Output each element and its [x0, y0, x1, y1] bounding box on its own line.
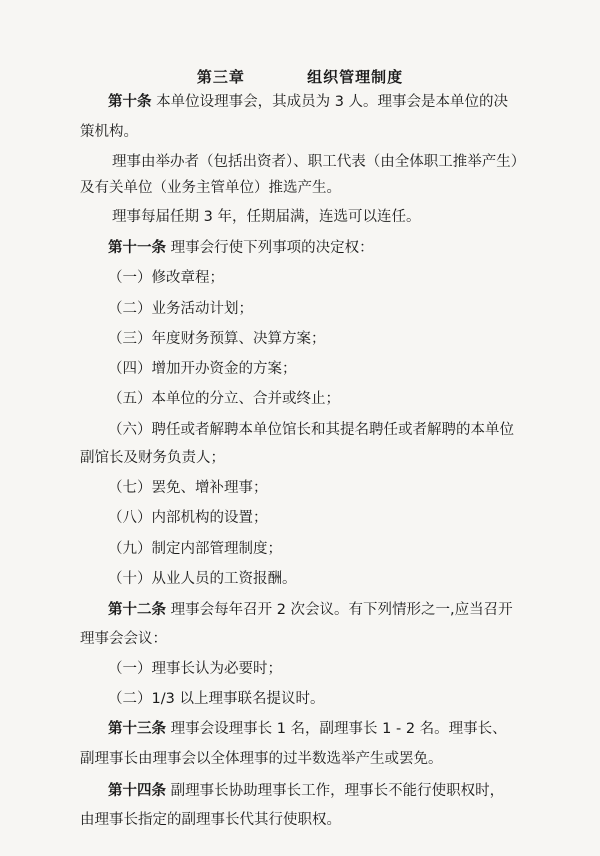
chapter-title: 组织管理制度	[307, 68, 404, 86]
article-label: 第十三条	[108, 721, 166, 737]
article-label: 第十四条	[108, 783, 166, 799]
article-label: 第十一条	[108, 240, 166, 256]
article-10-line-2: 策机构。	[80, 124, 138, 140]
article-10-para-2-line-1: 理事由举办者（包括出资者）、职工代表（由全体职工推举产生）	[112, 154, 526, 170]
chapter-heading	[0, 66, 600, 87]
article-11-item-2: （二）业务活动计划；	[108, 301, 253, 317]
article-11-item-10: （十）从业人员的工资报酬。	[108, 571, 297, 587]
article-11-item-8: （八）内部机构的设置；	[108, 510, 268, 526]
article-11-item-5: （五）本单位的分立、合并或终止；	[108, 391, 340, 407]
line-text: 理事会行使下列事项的决定权：	[166, 240, 374, 256]
article-12-item-2: （二）1/3 以上理事联名提议时。	[108, 691, 325, 707]
article-11-item-4: （四）增加开办资金的方案；	[108, 361, 297, 377]
article-14-line-1	[108, 781, 504, 801]
article-10-para-2-line-2: 及有关单位（业务主管单位）推选产生。	[80, 180, 341, 196]
line-text: 理事会每年召开 2 次会议。有下列情形之一,应当召开	[166, 602, 513, 618]
article-11-item-6-line-2: 副馆长及财务负责人；	[80, 450, 225, 466]
article-12-item-1: （一）理事长认为必要时；	[108, 661, 282, 677]
article-10-line-1	[108, 92, 508, 112]
article-13-line-1	[108, 719, 507, 739]
article-14-line-2: 由理事长指定的副理事长代其行使职权。	[80, 812, 341, 828]
article-11-item-7: （七）罢免、增补理事；	[108, 480, 268, 496]
article-label: 第十二条	[108, 602, 166, 618]
article-label: 第十条	[108, 94, 152, 110]
article-11-line-1	[108, 238, 374, 258]
article-12-line-1	[108, 600, 513, 620]
article-10-para-3: 理事每届任期 3 年，任期届满，连选可以连任。	[112, 209, 421, 225]
article-11-item-6-line-1: （六）聘任或者解聘本单位馆长和其提名聘任或者解聘的本单位	[108, 422, 514, 438]
line-text: 副理事长协助理事长工作，理事长不能行使职权时，	[166, 783, 505, 799]
chapter-number: 第三章	[196, 68, 245, 86]
article-11-item-1: （一）修改章程；	[108, 270, 224, 286]
article-11-item-9: （九）制定内部管理制度；	[108, 541, 282, 557]
article-11-item-3: （三）年度财务预算、决算方案；	[108, 331, 326, 347]
article-13-line-2: 副理事长由理事会以全体理事的过半数选举产生或罢免。	[80, 751, 443, 767]
line-text: 理事会设理事长 1 名，副理事长 1 - 2 名。理事长、	[166, 721, 507, 737]
line-text: 本单位设理事会，其成员为 3 人。理事会是本单位的决	[151, 94, 509, 110]
article-12-line-2: 理事会会议：	[80, 631, 167, 647]
